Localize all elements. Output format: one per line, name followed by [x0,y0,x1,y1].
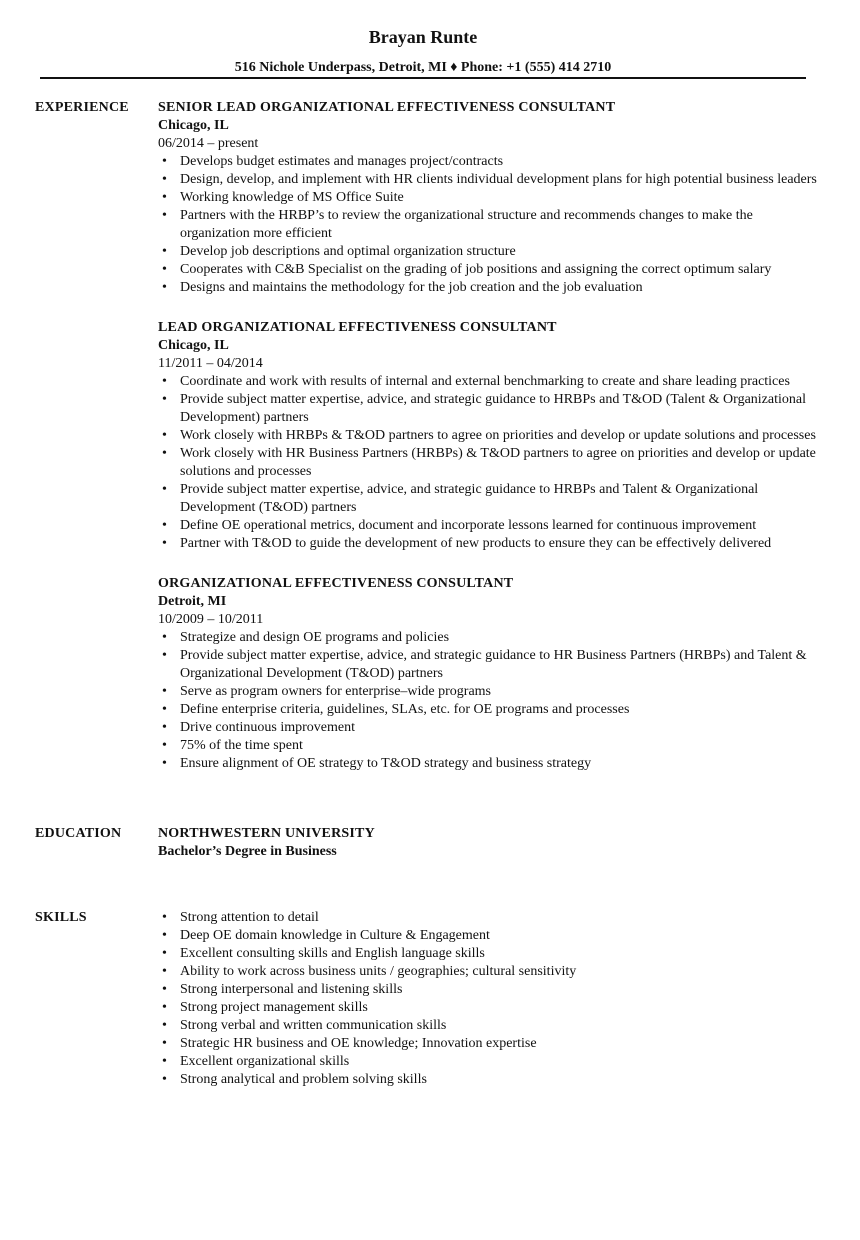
bullet-item: • Define OE operational metrics, document and incorporate lessons learned for continuous improvement [158,517,818,535]
bullet-item: • Work closely with HRBPs & T&OD partners to agree on priorities and develop or update solutions and processes [158,427,818,445]
experience-body [158,99,818,773]
bullet-item: • Drive continuous improvement [158,719,818,737]
skill-item: • Strong verbal and written communication skills [158,1017,818,1035]
job-entry [158,99,818,297]
bullet-item: • Working knowledge of MS Office Suite [158,189,818,207]
skill-item: • Ability to work across business units / geographies; cultural sensitivity [158,963,818,981]
experience-section [35,99,815,773]
skill-item: • Excellent organizational skills [158,1053,818,1071]
job-title: ORGANIZATIONAL EFFECTIVENESS CONSULTANT [158,576,514,591]
skill-item: • Strong interpersonal and listening skills [158,981,818,999]
skills-heading: SKILLS [35,910,87,925]
bullet-item: • Work closely with HR Business Partners (HRBPs) & T&OD partners to agree on priorities and develop or update solutions and processes [158,445,818,481]
contact-line: 516 Nichole Underpass, Detroit, MI ♦ Phone: +1 (555) 414 2710 [234,60,612,75]
bullet-item: • 75% of the time spent [158,737,818,755]
skills-body [158,909,818,1089]
job-dates: 10/2009 – 10/2011 [158,612,264,627]
skills-list [158,909,818,1089]
education-heading: EDUCATION [35,826,122,841]
bullet-item: • Provide subject matter expertise, advice, and strategic guidance to HRBPs and Talent & Organizational Development (T&OD) partners [158,481,818,517]
job-title: LEAD ORGANIZATIONAL EFFECTIVENESS CONSULTANT [158,320,557,335]
job-entry [158,319,818,553]
bullet-item: • Provide subject matter expertise, advice, and strategic guidance to HR Business Partners (HRBPs) and Talent & Organizational Development (T&OD) partners [158,647,818,683]
experience-heading: EXPERIENCE [35,100,129,115]
skill-item: • Deep OE domain knowledge in Culture & Engagement [158,927,818,945]
bullet-item: • Develops budget estimates and manages project/contracts [158,153,818,171]
header-divider [40,77,806,79]
bullet-item: • Designs and maintains the methodology for the job creation and the job evaluation [158,279,818,297]
skill-item: • Strong attention to detail [158,909,818,927]
skill-item: • Strategic HR business and OE knowledge; Innovation expertise [158,1035,818,1053]
job-bullets [158,153,818,297]
education-section [35,825,815,861]
job-bullets [158,373,818,553]
job-location: Chicago, IL [158,118,229,133]
bullet-item: • Partner with T&OD to guide the development of new products to ensure they can be effectively delivered [158,535,818,553]
skill-item: • Excellent consulting skills and English language skills [158,945,818,963]
job-dates: 11/2011 – 04/2014 [158,356,263,371]
skill-item: • Strong project management skills [158,999,818,1017]
job-title: SENIOR LEAD ORGANIZATIONAL EFFECTIVENESS CONSULTANT [158,100,616,115]
bullet-item: • Serve as program owners for enterprise–wide programs [158,683,818,701]
bullet-item: • Develop job descriptions and optimal organization structure [158,243,818,261]
school-name: NORTHWESTERN UNIVERSITY [158,826,375,841]
bullet-item: • Design, develop, and implement with HR clients individual development plans for high potential business leaders [158,171,818,189]
degree-name: Bachelor’s Degree in Business [158,844,337,859]
skill-item: • Strong analytical and problem solving skills [158,1071,818,1089]
job-bullets [158,629,818,773]
job-location: Chicago, IL [158,338,229,353]
candidate-name: Brayan Runte [368,27,478,47]
education-body [158,825,818,861]
job-entry [158,575,818,773]
bullet-item: • Strategize and design OE programs and policies [158,629,818,647]
bullet-item: • Provide subject matter expertise, advice, and strategic guidance to HRBPs and T&OD (Talent & Organizational Development) partners [158,391,818,427]
job-location: Detroit, MI [158,594,227,609]
bullet-item: • Define enterprise criteria, guidelines, SLAs, etc. for OE programs and processes [158,701,818,719]
bullet-item: • Cooperates with C&B Specialist on the grading of job positions and assigning the correct optimum salary [158,261,818,279]
skills-section [35,909,815,1089]
bullet-item: • Coordinate and work with results of internal and external benchmarking to create and share leading practices [158,373,818,391]
job-dates: 06/2014 – present [158,136,259,151]
bullet-item: • Ensure alignment of OE strategy to T&OD strategy and business strategy [158,755,818,773]
bullet-item: • Partners with the HRBP’s to review the organizational structure and recommends changes to make the organization more efficient [158,207,818,243]
